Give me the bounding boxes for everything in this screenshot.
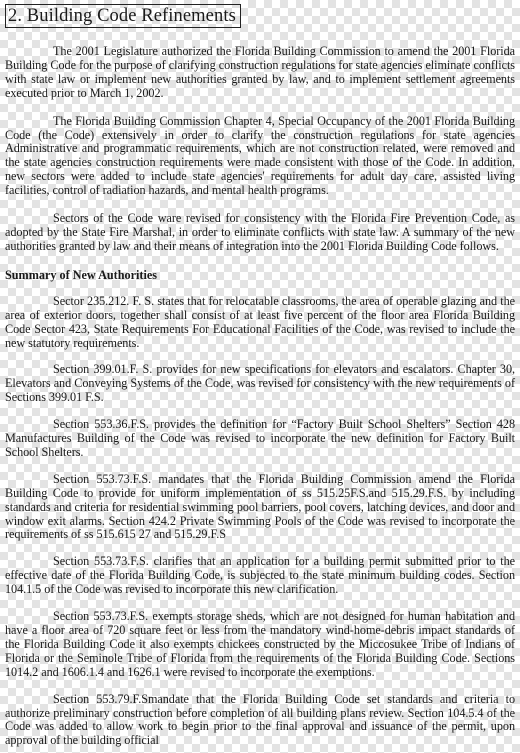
summary-paragraph-1: Sector 235.212. F. S. states that for relocatable classrooms, the area of operable glazing and the area of exterior doors, together shall consist of at least five percent of the floor area Florida Building Code Sector 423, State Requirements For Educational Facilities of the Code, was revised to include the new statutory requirements. bbox=[5, 293, 515, 350]
summary-paragraph-5: Section 553.73.F.S. clarifies that an application for a building permit submitted prior to the effective date of the Florida Building Code, is subjected to the state minimum building codes. Section 104.1.5 of the Code was revised to incorporate this new clarification. bbox=[5, 554, 515, 597]
summary-heading: Summary of New Authorities bbox=[5, 267, 157, 282]
summary-paragraph-2: Section 399.01.F. S. provides for new specifications for elevators and escalators. Chapter 30, Elevators and Conveying Systems of the Code, was revised for consistency with the new requirements of Sections 399.01 F.S. bbox=[5, 362, 515, 405]
summary-paragraph-7: Section 553.79.F.Smandate that the Florida Building Code set standards and criteria to authorize preliminary construction before completion of all building plans review. Section 104.5.4 of the Code was added to allow work to begin prior to the final approval and issuance of the permit, upon approval of the building official bbox=[5, 691, 515, 748]
intro-paragraph-1: The 2001 Legislature authorized the Florida Building Commission to amend the 2001 Florida Building Code for the purpose of clarifying construction regulations for state agencies eliminate conflicts with state law or implement new authorities granted by law, and to implement settlement agreements executed prior to March 1, 2002. bbox=[5, 44, 515, 100]
summary-paragraph-3: Section 553.36.F.S. provides the definition for “Factory Built School Shelters” Section 428 Manufactures Building of the Code was revised to incorporate the new definition for Factory Built School Shelters. bbox=[5, 417, 515, 459]
intro-paragraph-2: The Florida Building Commission Chapter 4, Special Occupancy of the 2001 Florida Building Code (the Code) extensively in order to clarify the construction regulations for state agencies Administrative and programmatic requirements, which are not construction related, were removed and the state agencies construction requirements were made consistent with those of the Code. In addition, new sectors were added to include state agencies' requirements for adult day care, assisted living facilities, control of radiation hazards, and mental health programs. bbox=[5, 113, 515, 198]
document-title: 2. Building Code Refinements bbox=[5, 4, 241, 28]
summary-paragraph-6: Section 553.73.F.S. exempts storage sheds, which are not designed for human habitation and have a floor area of 720 square feet or less from the mandatory wind-home-debris impact standards of the Florida Building Code it also exempts chickees constructed by the Miccosukee Tribe of Indians of Florida or the Seminole Tribe of Florida from the requirements of the Florida Building Code. Sections 1014.2 and 1606.1.4 and 1626.1 were revised to incorporate the exemptions. bbox=[5, 609, 515, 679]
summary-paragraph-4: Section 553.73.F.S. mandates that the Florida Building Commission amend the Florida Building Code to provide for uniform implementation of ss 515.25F.S.and 515.29.F.S. by including standards and criteria for residential swimming pool barriers, pool covers, latching devices, and door and window exit alarms. Section 424.2 Private Swimming Pools of the Code was revised to incorporate the requirements of ss 515.615 27 and 515.29.F.S bbox=[5, 471, 515, 542]
intro-paragraph-3: Sectors of the Code ware revised for consistency with the Florida Fire Prevention Code, as adopted by the State Fire Marshal, in order to eliminate conflicts with state law. A summary of the new authorities granted by law and their means of integration into the 2001 Florida Building Code follows. bbox=[5, 211, 515, 253]
